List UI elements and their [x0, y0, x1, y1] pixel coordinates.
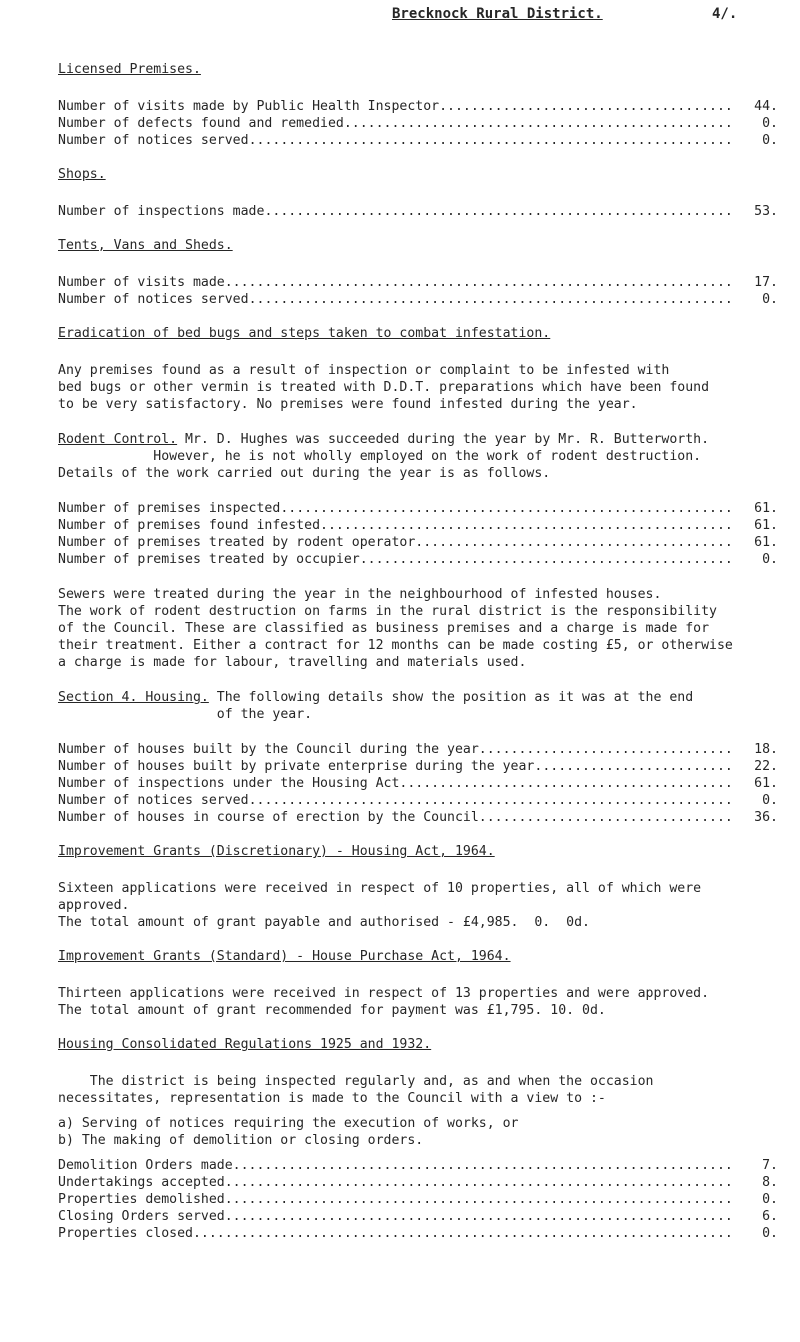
- grants-standard-paragraph: Thirteen applications were received in respect of 13 properties and were approved. The total amount of grant recommended for payment was £1,795. 10. 0d.: [58, 986, 710, 1018]
- stat-row: Number of houses built by private enterprise during the year ..... 22.: [58, 758, 778, 775]
- stat-row: Number of premises found infested ..... 61.: [58, 517, 778, 534]
- bed-bugs-heading: Eradication of bed bugs and steps taken to combat infestation.: [58, 326, 551, 341]
- stat-row: Number of premises inspected ..... 61.: [58, 500, 778, 517]
- grants-standard-heading: Improvement Grants (Standard) - House Purchase Act, 1964.: [58, 949, 511, 964]
- stat-row: Number of houses in course of erection by the Council ..... 36.: [58, 809, 778, 826]
- stat-row: Properties closed ..... 0.: [58, 1225, 778, 1242]
- stat-row: Number of notices served ..... 0.: [58, 132, 778, 149]
- district-title: Brecknock Rural District.: [392, 6, 603, 22]
- page-number: 4/.: [712, 6, 738, 22]
- stat-row: Number of inspections under the Housing Act ..... 61.: [58, 775, 778, 792]
- sewers-paragraph: Sewers were treated during the year in the neighbourhood of infested houses. The work of rodent destruction on farms in the rural district is the responsibility of the Council. These are classified as business premises and a charge is made for their treatment. Either a contract for 12 months can be made costing £5, or otherwise a charge is made for labour, travelling and materials used.: [58, 587, 733, 670]
- stat-row: Number of notices served ..... 0.: [58, 792, 778, 809]
- housing-regulations-list: [58, 1157, 778, 1242]
- list-item-b: b) The making of demolition or closing orders.: [58, 1133, 424, 1148]
- rodent-control-heading: Rodent Control.: [58, 432, 178, 447]
- licensed-premises-heading: Licensed Premises.: [58, 62, 201, 77]
- stat-row: Number of notices served ..... 0.: [58, 291, 778, 308]
- housing-regulations-heading: Housing Consolidated Regulations 1925 and 1932.: [58, 1037, 432, 1052]
- housing-heading: Section 4. Housing.: [58, 690, 209, 705]
- licensed-premises-list: [58, 98, 778, 149]
- stat-row: Number of visits made by Public Health Inspector ..... 44.: [58, 98, 778, 115]
- grants-discretionary-heading: Improvement Grants (Discretionary) - Housing Act, 1964.: [58, 844, 495, 859]
- housing-paragraph: Section 4. Housing. The following details show the position as it was at the end of the year.: [58, 690, 694, 722]
- rodent-control-paragraph: Rodent Control. Mr. D. Hughes was succeeded during the year by Mr. R. Butterworth. However, he is not wholly employed on the work of rodent destruction. Details of the work carried out during the year is as follows.: [58, 432, 710, 481]
- tents-vans-sheds-heading: Tents, Vans and Sheds.: [58, 238, 233, 253]
- stat-row: Number of defects found and remedied ..... 0.: [58, 115, 778, 132]
- stat-row: Number of premises treated by rodent operator ..... 61.: [58, 534, 778, 551]
- report-body: [58, 62, 778, 1242]
- stat-row: Number of inspections made ..... 53.: [58, 203, 778, 220]
- stat-row: Closing Orders served ..... 6.: [58, 1208, 778, 1225]
- list-item-a: a) Serving of notices requiring the execution of works, or: [58, 1116, 519, 1131]
- rodent-control-list: [58, 500, 778, 568]
- stat-row: Number of premises treated by occupier ..... 0.: [58, 551, 778, 568]
- stat-row: Undertakings accepted ..... 8.: [58, 1174, 778, 1191]
- stat-row: Number of visits made ..... 17.: [58, 274, 778, 291]
- stat-row: Number of houses built by the Council during the year ..... 18.: [58, 741, 778, 758]
- page-header: [0, 6, 800, 30]
- stat-row: Demolition Orders made ..... 7.: [58, 1157, 778, 1174]
- bed-bugs-paragraph: Any premises found as a result of inspection or complaint to be infested with bed bugs or other vermin is treated with D.D.T. preparations which have been found to be very satisfactory. No premises were found infested during the year.: [58, 363, 710, 412]
- grants-discretionary-paragraph: Sixteen applications were received in respect of 10 properties, all of which were approved. The total amount of grant payable and authorised - £4,985. 0. 0d.: [58, 881, 702, 930]
- housing-regulations-paragraph: The district is being inspected regularly and, as and when the occasion necessitates, representation is made to the Council with a view to :-: [58, 1074, 654, 1106]
- stat-row: Properties demolished ..... 0.: [58, 1191, 778, 1208]
- housing-list: [58, 741, 778, 826]
- shops-heading: Shops.: [58, 167, 106, 182]
